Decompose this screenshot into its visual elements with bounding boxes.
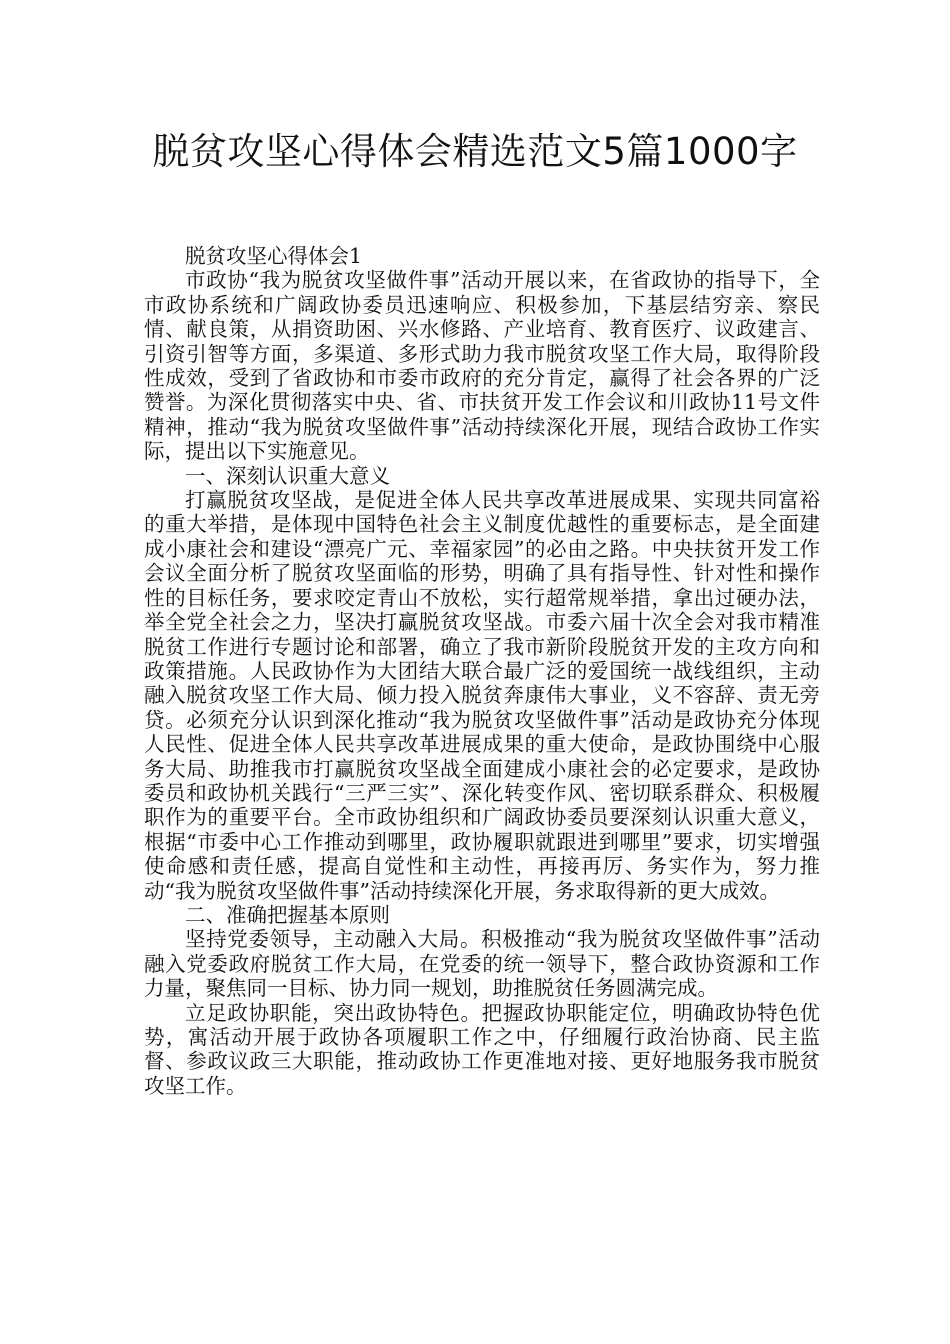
document-body: [144, 244, 820, 1098]
paragraph: 打赢脱贫攻坚战，是促进全体人民共享改革进展成果、实现共同富裕的重大举措，是体现中国特色社会主义制度优越性的重要标志，是全面建成小康社会和建设“漂亮广元、幸福家园”的必由之路。中央扶贫开发工作会议全面分析了脱贫攻坚面临的形势，明确了具有指导性、针对性和操作性的目标任务，要求咬定青山不放松，实行超常规举措，拿出过硬办法，举全党全社会之力，坚决打赢脱贫攻坚战。市委六届十次全会对我市精准脱贫工作进行专题讨论和部署，确立了我市新阶段脱贫开发的主攻方向和政策措施。人民政协作为大团结大联合最广泛的爱国统一战线组织，主动融入脱贫攻坚工作大局、倾力投入脱贫奔康伟大事业，义不容辞、责无旁贷。必须充分认识到深化推动“我为脱贫攻坚做件事”活动是政协充分体现人民性、促进全体人民共享改革进展成果的重大使命，是政协围绕中心服务大局、助推我市打赢脱贫攻坚战全面建成小康社会的必定要求，是政协委员和政协机关践行“三严三实”、深化转变作风、密切联系群众、积极履职作为的重要平台。全市政协组织和广阔政协委员要深刻认识重大意义，根据“市委中心工作推动到哪里，政协履职就跟进到哪里”要求，切实增强使命感和责任感，提高自觉性和主动性，再接再厉、务实作为，努力推动“我为脱贫攻坚做件事”活动持续深化开展，务求取得新的更大成效。: [144, 488, 820, 903]
section-heading: 脱贫攻坚心得体会1: [185, 244, 363, 268]
paragraph: 坚持党委领导，主动融入大局。积极推动“我为脱贫攻坚做件事”活动融入党委政府脱贫工作大局，在党委的统一领导下，整合政协资源和工作力量，聚焦同一目标、协力同一规划，助推脱贫任务圆满完成。: [144, 927, 820, 1001]
section-heading: 二、准确把握基本原则: [185, 902, 390, 927]
section-heading: 一、深刻认识重大意义: [185, 463, 390, 488]
paragraph: 立足政协职能，突出政协特色。把握政协职能定位，明确政协特色优势，寓活动开展于政协各项履职工作之中，仔细履行政治协商、民主监督、参政议政三大职能，推动政协工作更准地对接、更好地服务我市脱贫攻坚工作。: [144, 1000, 820, 1098]
paragraph: 市政协“我为脱贫攻坚做件事”活动开展以来，在省政协的指导下，全市政协系统和广阔政协委员迅速响应、积极参加，下基层结穷亲、察民情、献良策，从捐资助困、兴水修路、产业培育、教育医疗、议政建言、引资引智等方面，多渠道、多形式助力我市脱贫攻坚工作大局，取得阶段性成效，受到了省政协和市委市政府的充分肯定，赢得了社会各界的广泛赞誉。为深化贯彻落实中央、省、市扶贫开发工作会议和川政协11号文件精神，推动“我为脱贫攻坚做件事”活动持续深化开展，现结合政协工作实际，提出以下实施意见。: [144, 268, 820, 464]
document-title: 脱贫攻坚心得体会精选范文5篇1000字: [152, 130, 798, 173]
